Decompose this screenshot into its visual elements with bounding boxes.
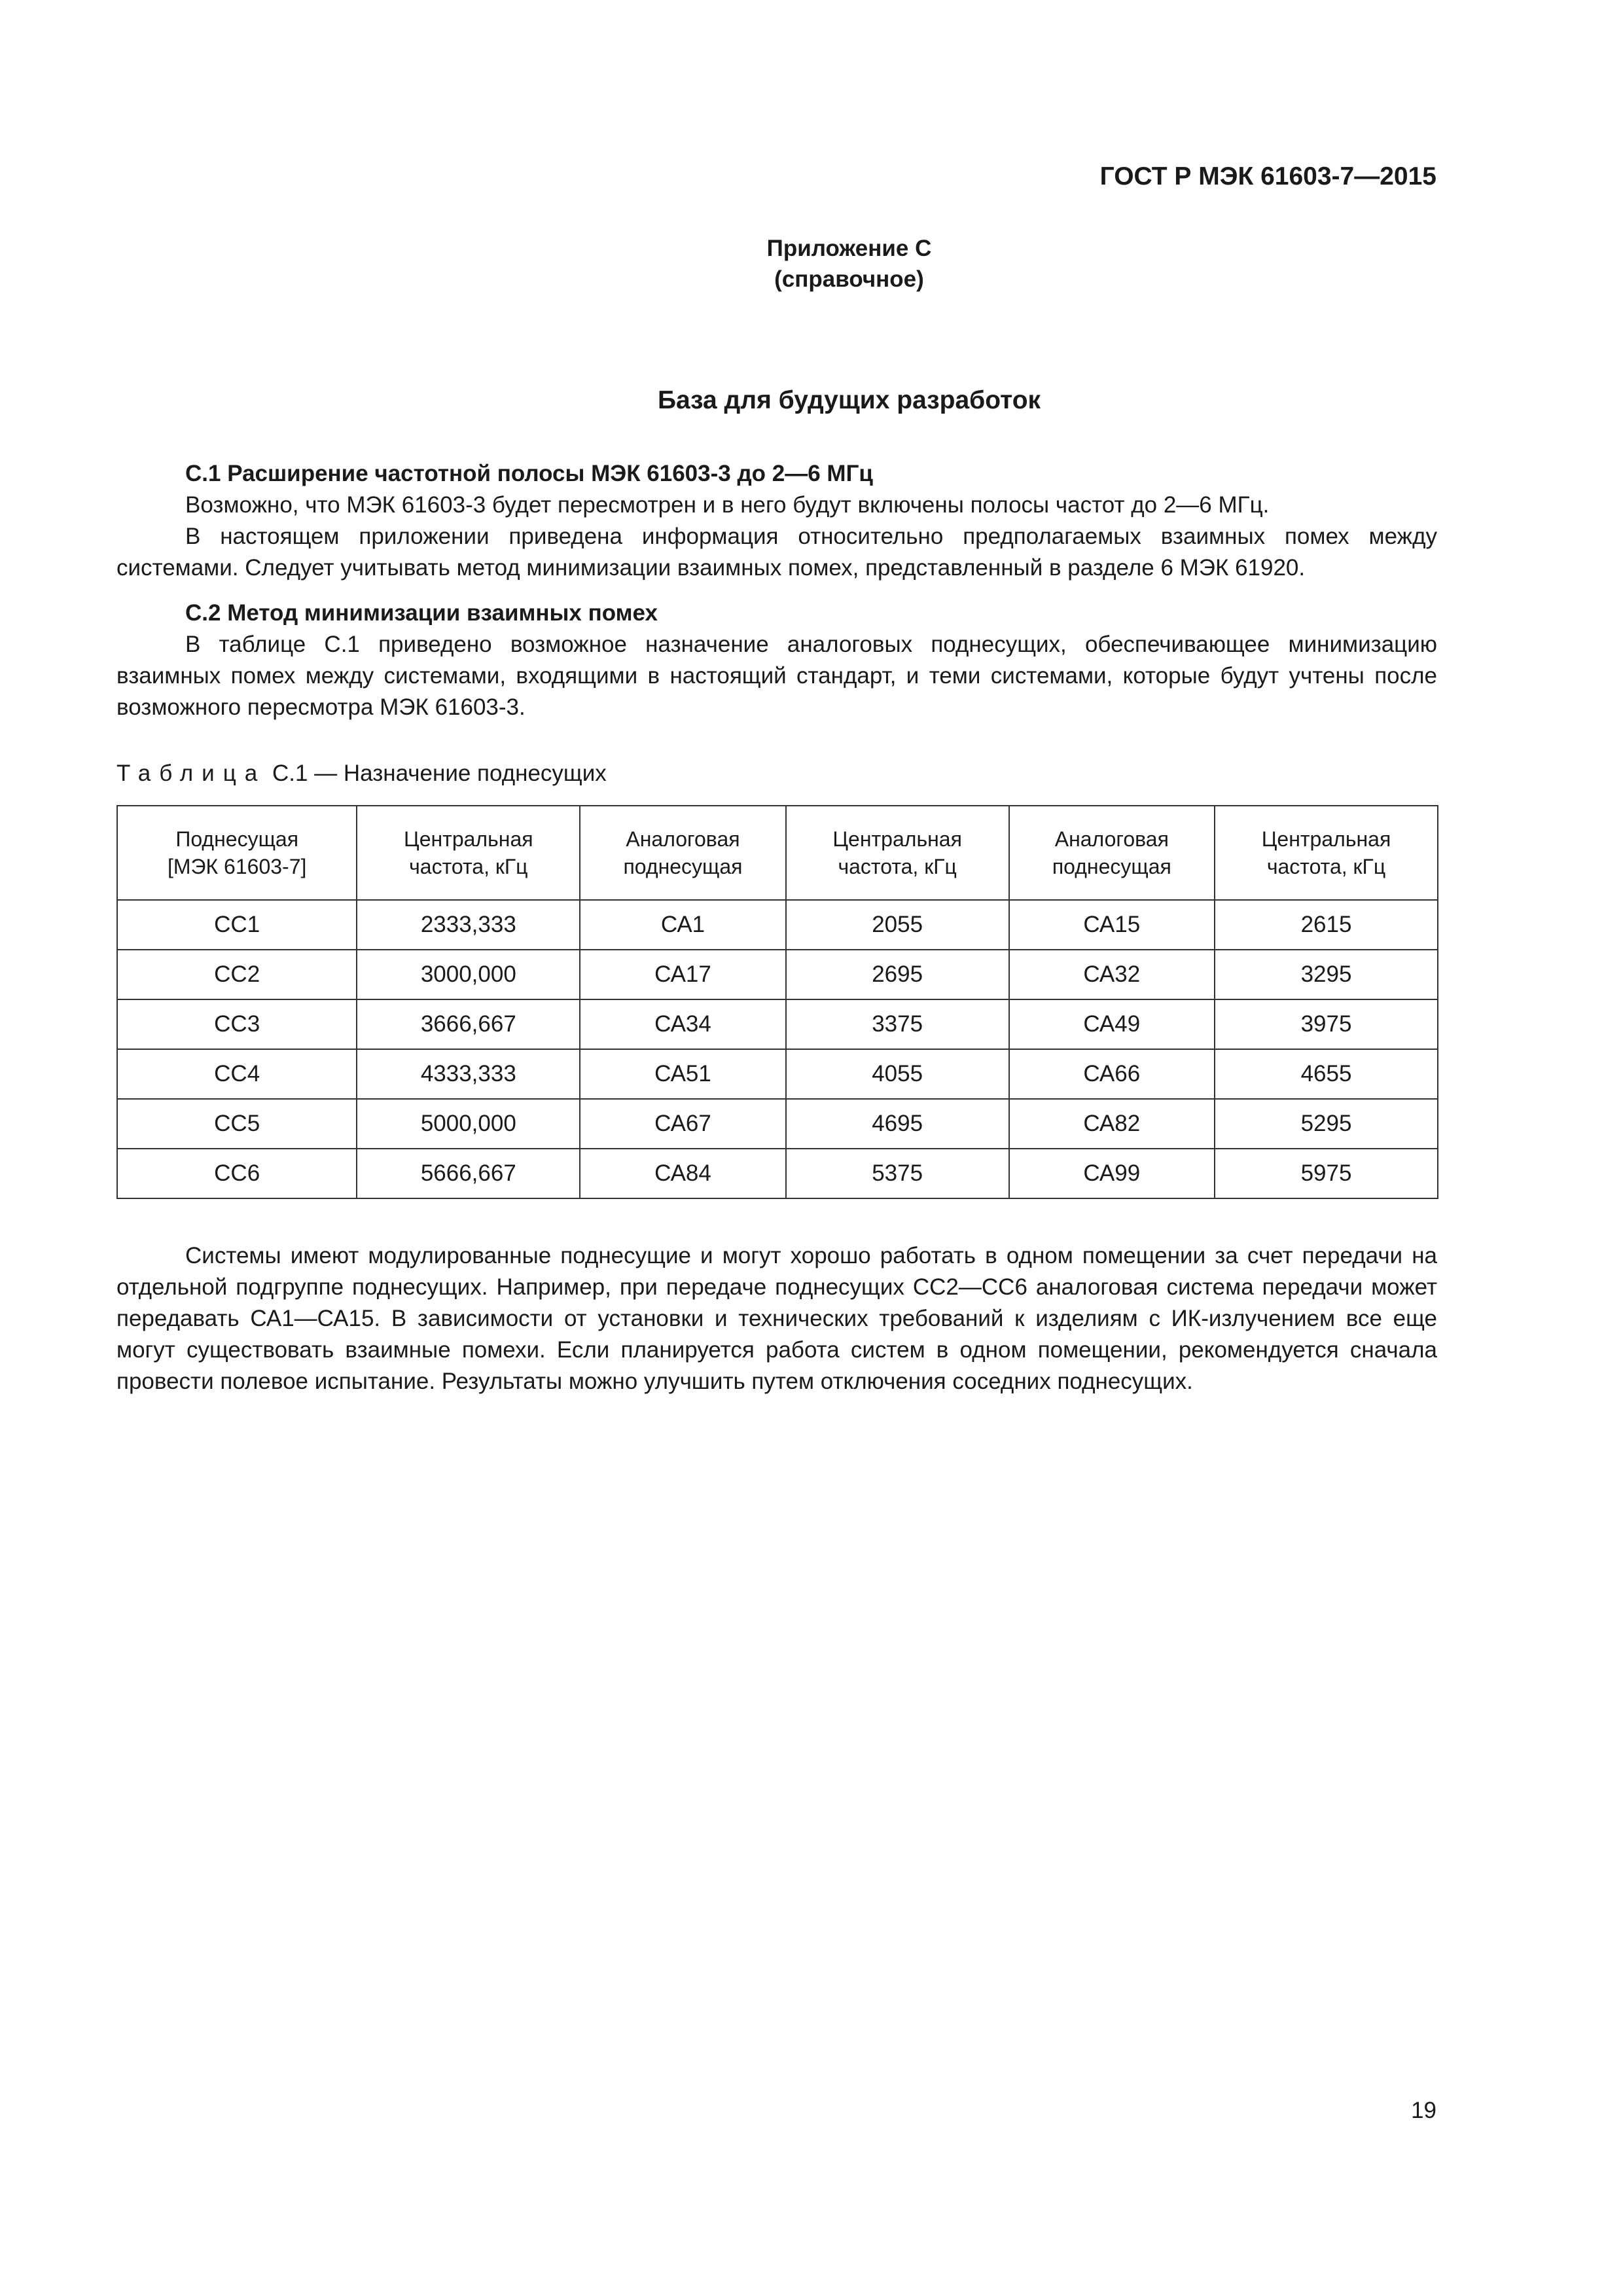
header-cell: Аналоговая поднесущая (1009, 806, 1215, 900)
appendix-label: Приложение С (766, 236, 932, 261)
table-cell: 2615 (1215, 900, 1438, 950)
table-cell: 5975 (1215, 1149, 1438, 1198)
table-cell: СС6 (117, 1149, 357, 1198)
table-cell: 4055 (786, 1049, 1009, 1099)
table-row (117, 950, 1438, 999)
table-row (117, 1099, 1438, 1149)
table-cell: 2695 (786, 950, 1009, 999)
table-row (117, 999, 1438, 1049)
table-cell: СА84 (580, 1149, 785, 1198)
table-cell: СА82 (1009, 1099, 1215, 1149)
table-cell: СА32 (1009, 950, 1215, 999)
table-cell: 2055 (786, 900, 1009, 950)
header-cell: Центральная частота, кГц (1215, 806, 1438, 900)
table-cell: СА17 (580, 950, 785, 999)
table-cell: 5295 (1215, 1099, 1438, 1149)
section-c1-para1: Возможно, что МЭК 61603-3 будет пересмотрен и в него будут включены полосы частот до 2—6 МГц. (185, 492, 1270, 518)
table-cell: СС2 (117, 950, 357, 999)
table-row (117, 900, 1438, 950)
table-cell: СА15 (1009, 900, 1215, 950)
table-cell: СС4 (117, 1049, 357, 1099)
header-cell: Центральная частота, кГц (357, 806, 580, 900)
standard-code: ГОСТ Р МЭК 61603-7—2015 (1099, 162, 1436, 190)
table-cell: СС1 (117, 900, 357, 950)
header-cell: Аналоговая поднесущая (580, 806, 785, 900)
table-cell: 2333,333 (357, 900, 580, 950)
section-c1-heading: С.1 Расширение частотной полосы МЭК 61603-3 до 2—6 МГц (185, 461, 873, 486)
table-cell: СА49 (1009, 999, 1215, 1049)
table-cell: 4655 (1215, 1049, 1438, 1099)
header-cell: Центральная частота, кГц (786, 806, 1009, 900)
section-c1-para2: В настоящем приложении приведена информация относительно предполагаемых взаимных помех между системами. Следует учитывать метод минимизации взаимных помех, представленный в разделе 6 МЭК 61920. (116, 524, 1437, 581)
closing-paragraph: Системы имеют модулированные поднесущие и могут хорошо работать в одном помещении за счет передачи на отдельной подгруппе поднесущих. Например, при передаче поднесущих СС2—СС6 аналоговая система передачи может передавать СА1—СА15. В зависимости от установки и технических требований к изделиям с ИК-излучением все еще могут существовать взаимные помехи. Если планируется работа систем в одном помещении, рекомендуется сначала провести полевое испытание. Результаты можно улучшить путем отключения соседних поднесущих. (116, 1243, 1437, 1394)
table-cell: 5375 (786, 1149, 1009, 1198)
table-row (117, 1149, 1438, 1198)
table-header-row (117, 806, 1438, 900)
table-cell: СС5 (117, 1099, 357, 1149)
section-c2 (116, 598, 1437, 723)
section-c1 (116, 458, 1437, 584)
page-title (0, 386, 1623, 415)
table-cell: 3295 (1215, 950, 1438, 999)
table-cell: 5666,667 (357, 1149, 580, 1198)
table-cell: 5000,000 (357, 1099, 580, 1149)
page-title-text: База для будущих разработок (657, 386, 1041, 414)
header-cell: Поднесущая [МЭК 61603-7] (117, 806, 357, 900)
subcarrier-table (116, 805, 1438, 1199)
table-cell: СС3 (117, 999, 357, 1049)
appendix-heading (0, 233, 1623, 295)
table-cell: СА67 (580, 1099, 785, 1149)
table-cell: СА66 (1009, 1049, 1215, 1099)
table-cell: 3975 (1215, 999, 1438, 1049)
table-cell: 3666,667 (357, 999, 580, 1049)
table-cell: СА51 (580, 1049, 785, 1099)
table-caption (116, 761, 607, 787)
table-cell: 3375 (786, 999, 1009, 1049)
page-number: 19 (1411, 2098, 1436, 2123)
section-c2-heading: С.2 Метод минимизации взаимных помех (185, 600, 658, 626)
table-row (117, 1049, 1438, 1099)
table-cell: СА1 (580, 900, 785, 950)
table-cell: 4695 (786, 1099, 1009, 1149)
table-cell: 4333,333 (357, 1049, 580, 1099)
table-cell: СА34 (580, 999, 785, 1049)
appendix-kind: (справочное) (774, 266, 924, 292)
table-cell: СА99 (1009, 1149, 1215, 1198)
section-c2-para1: В таблице С.1 приведено возможное назначение аналоговых поднесущих, обеспечивающее минимизацию взаимных помех между системами, входящими в настоящий стандарт, и теми системами, которые будут учтены после возможного пересмотра МЭК 61603-3. (116, 632, 1437, 720)
closing-section (116, 1240, 1437, 1397)
table-caption-text: С.1 — Назначение поднесущих (266, 761, 607, 786)
table-cell: 3000,000 (357, 950, 580, 999)
table-caption-label: Таблица (116, 761, 266, 786)
